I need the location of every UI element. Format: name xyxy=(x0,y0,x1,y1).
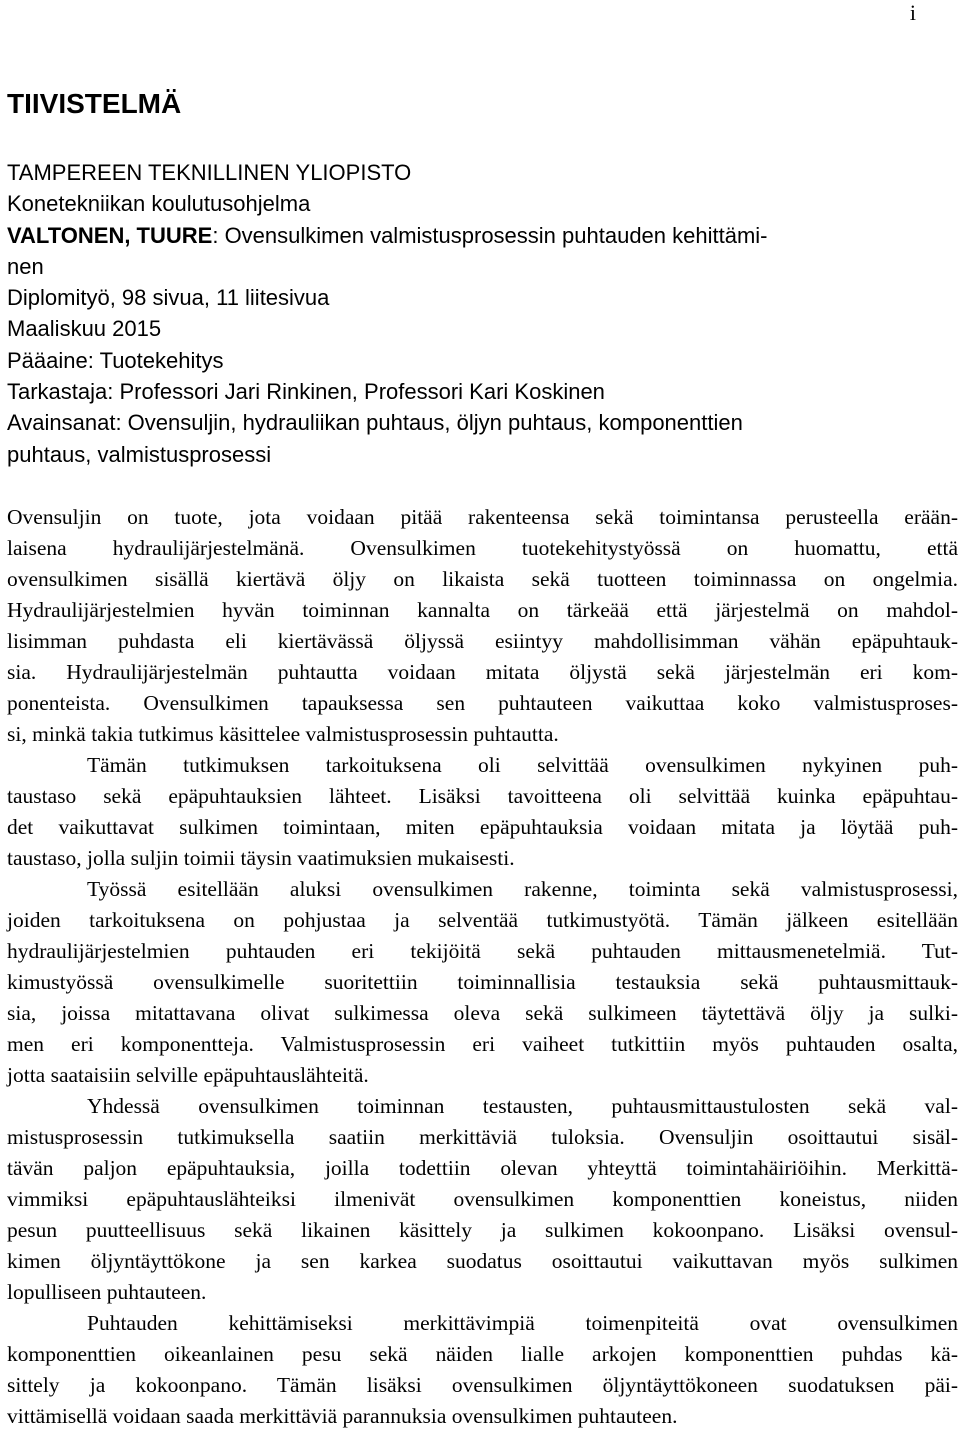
body-line: mistusprosessin tutkimuksella saatiin merkittäviä tuloksia. Ovensuljin osoittautui sisäl- xyxy=(7,1125,958,1149)
abstract-body xyxy=(7,502,958,1432)
body-line: ovensulkimen sisällä kiertävä öljy on likaista sekä tuotteen toiminnassa on ongelmia. xyxy=(7,567,958,591)
page-title: TIIVISTELMÄ xyxy=(7,88,182,119)
abstract-metadata xyxy=(7,157,927,470)
body-line: laisena hydraulijärjestelmänä. Ovensulkimen tuotekehitystyössä on huomattu, että xyxy=(7,536,958,560)
body-line: hydraulijärjestelmien puhtauden eri tekijöitä sekä puhtauden mittausmenetelmiä. Tut- xyxy=(7,939,958,963)
body-line: kimustyössä ovensulkimelle suoritettiin toiminnallisia testauksia sekä puhtausmittauk- xyxy=(7,970,958,994)
page-number: i xyxy=(909,0,916,25)
author-title-line xyxy=(7,220,927,251)
body-line: lopulliseen puhtauteen. xyxy=(7,1280,207,1304)
body-line: Yhdessä ovensulkimen toiminnan testausten, puhtausmittaustulosten sekä val- xyxy=(87,1094,958,1118)
body-line: taustaso sekä epäpuhtauksien lähteet. Lisäksi tavoitteena oli selvittää kuinka epäpuhtau- xyxy=(7,784,958,808)
body-line: joiden tarkoituksena on pohjustaa ja selventää tutkimustyötä. Tämän jälkeen esitellään xyxy=(7,908,958,932)
body-line: Puhtauden kehittämiseksi merkittävimpiä toimenpiteitä ovat ovensulkimen xyxy=(87,1311,958,1335)
body-line: Hydraulijärjestelmien hyvän toiminnan kannalta on tärkeää että järjestelmä on mahdol- xyxy=(7,598,958,622)
body-line: ponenteista. Ovensulkimen tapauksessa sen puhtauteen vaikuttaa koko valmistusproses- xyxy=(7,691,958,715)
date-line: Maaliskuu 2015 xyxy=(7,316,162,342)
body-line: jotta saataisiin selville epäpuhtauslähteitä. xyxy=(7,1063,369,1087)
body-line: kimen öljyntäyttökone ja sen karkea suodatus osoittautui vaikuttavan myös sulkimen xyxy=(7,1249,958,1273)
body-line: Tämän tutkimuksen tarkoituksena oli selvittää ovensulkimen nykyinen puh- xyxy=(87,753,958,777)
examiners-line: Tarkastaja: Professori Jari Rinkinen, Professori Kari Koskinen xyxy=(7,379,605,405)
body-line: Ovensuljin on tuote, jota voidaan pitää rakenteensa sekä toimintansa perusteella erään- xyxy=(7,505,958,529)
author-name: VALTONEN, TUURE xyxy=(7,222,213,248)
body-line: Työssä esitellään aluksi ovensulkimen rakenne, toiminta sekä valmistusprosessi, xyxy=(87,877,958,901)
body-line: tävän paljon epäpuhtauksia, joilla todettiin olevan yhteyttä toimintahäiriöihin. Merkittä- xyxy=(7,1156,958,1180)
thesis-title-part1: : Ovensulkimen valmistusprosessin puhtauden kehittämi- xyxy=(212,222,768,248)
body-line: sia, joissa mitattavana olivat sulkimessa oleva sekä sulkimeen täytettävä öljy ja sulki- xyxy=(7,1001,958,1025)
body-line: taustaso, jolla suljin toimii täysin vaatimuksien mukaisesti. xyxy=(7,846,515,870)
body-line: det vaikuttavat sulkimen toimintaan, miten epäpuhtauksia voidaan mitata ja löytää puh- xyxy=(7,815,958,839)
body-line: lisimman puhdasta eli kiertävässä öljyssä esiintyy mahdollisimman vähän epäpuhtauk- xyxy=(7,629,958,653)
body-line: sittely ja kokoonpano. Tämän lisäksi ovensulkimen öljyntäyttökoneen suodatuksen päi- xyxy=(7,1373,958,1397)
body-line: si, minkä takia tutkimus käsittelee valmistusprosessin puhtautta. xyxy=(7,722,559,746)
major-line: Pääaine: Tuotekehitys xyxy=(7,347,224,373)
body-line: sia. Hydraulijärjestelmän puhtautta voidaan mitata öljystä sekä järjestelmän eri kom- xyxy=(7,660,958,684)
body-line: komponenttien oikeanlainen pesu sekä näiden lialle arkojen komponenttien puhdas kä- xyxy=(7,1342,958,1366)
body-line: vittämisellä voidaan saada merkittäviä parannuksia ovensulkimen puhtauteen. xyxy=(7,1404,678,1428)
body-line: men eri komponenttеja. Valmistusprosessin eri vaiheet tutkittiin myös puhtauden osalta, xyxy=(7,1032,958,1056)
body-line: vimmiksi epäpuhtauslähteiksi ilmenivät ovensulkimen komponenttien koneistus, niiden xyxy=(7,1187,958,1211)
thesis-info-line: Diplomityö, 98 sivua, 11 liitesivua xyxy=(7,285,330,311)
thesis-title-part2: nen xyxy=(7,253,44,279)
programme-line: Konetekniikan koulutusohjelma xyxy=(7,191,311,217)
keywords-line-1: Avainsanat: Ovensuljin, hydrauliikan puhtaus, öljyn puhtaus, komponenttien xyxy=(7,410,743,436)
keywords-line-2: puhtaus, valmistusprosessi xyxy=(7,441,272,467)
university-line: TAMPEREEN TEKNILLINEN YLIOPISTO xyxy=(7,160,412,185)
body-line: pesun puutteellisuus sekä likainen käsittely ja sulkimen kokoonpano. Lisäksi ovensul- xyxy=(7,1218,958,1242)
